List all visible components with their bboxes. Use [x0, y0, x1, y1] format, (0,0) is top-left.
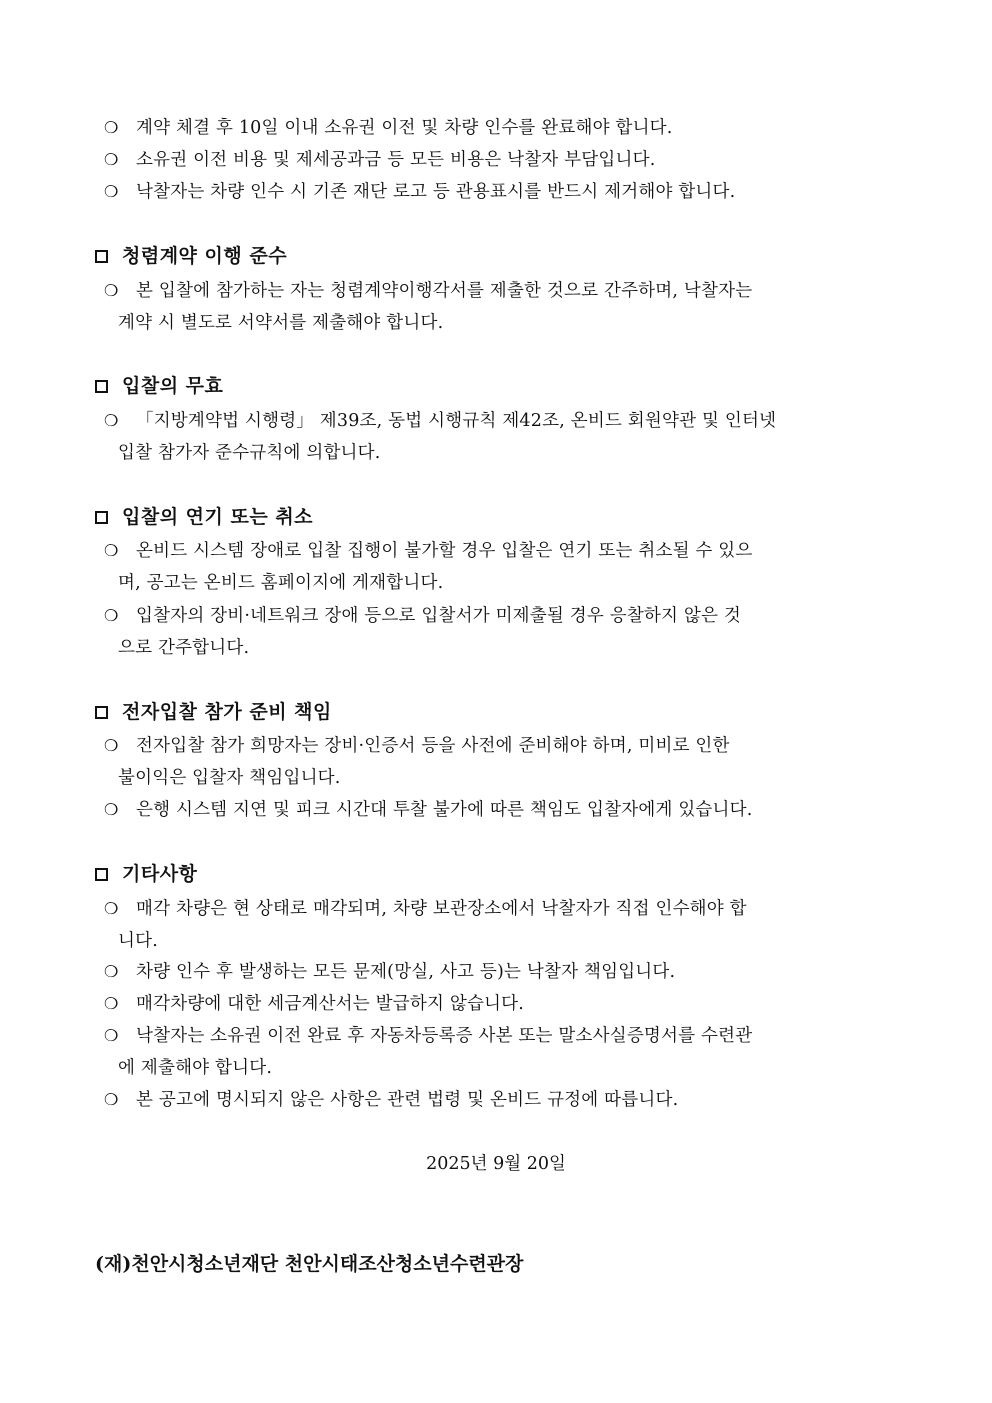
checkbox-square-icon — [95, 511, 108, 524]
item-line: 차량 인수 후 발생하는 모든 문제(망실, 사고 등)는 낙찰자 책임입니다. — [136, 962, 676, 982]
bullet-circle-icon: ❍ — [104, 541, 119, 560]
intro-item-text: 계약 체결 후 10일 이내 소유권 이전 및 차량 인수를 완료해야 합니다. — [136, 118, 673, 138]
item-line: 에 제출해야 합니다. — [118, 1058, 273, 1078]
checkbox-square-icon — [95, 380, 108, 393]
section-item — [104, 730, 898, 794]
bullet-circle-icon: ❍ — [104, 800, 119, 819]
item-line: 낙찰자는 소유권 이전 완료 후 자동차등록증 사본 또는 말소사실증명서를 수련관 — [136, 1026, 753, 1046]
item-line: 매각 차량은 현 상태로 매각되며, 차량 보관장소에서 낙찰자가 직접 인수해야 합 — [136, 899, 747, 919]
checkbox-square-icon — [95, 706, 108, 719]
intro-item-text: 낙찰자는 차량 인수 시 기존 재단 로고 등 관용표시를 반드시 제거해야 합니다. — [136, 182, 736, 202]
section-item — [104, 535, 898, 599]
item-line: 본 입찰에 참가하는 자는 청렴계약이행각서를 제출한 것으로 간주하며, 낙찰자는 — [136, 281, 753, 301]
bullet-circle-icon: ❍ — [104, 606, 119, 625]
intro-item-text: 소유권 이전 비용 및 제세공과금 등 모든 비용은 낙찰자 부담입니다. — [136, 150, 656, 170]
intro-item — [104, 176, 898, 208]
section-heading — [95, 858, 197, 890]
section-item — [104, 794, 898, 826]
item-line: 으로 간주합니다. — [118, 638, 250, 658]
checkbox-square-icon — [95, 868, 108, 881]
item-line: 입찰 참가자 준수규칙에 의합니다. — [118, 443, 381, 463]
bullet-circle-icon: ❍ — [104, 281, 119, 300]
section-title: 입찰의 연기 또는 취소 — [122, 506, 314, 528]
section-heading — [95, 696, 332, 728]
bullet-circle-icon: ❍ — [104, 411, 119, 430]
item-line: 「지방계약법 시행령」 제39조, 동법 시행규칙 제42조, 온비드 회원약관 및 인터넷 — [136, 411, 777, 431]
section-item — [104, 600, 898, 664]
section-heading — [95, 240, 287, 272]
bullet-circle-icon: ❍ — [104, 118, 119, 137]
section-title: 입찰의 무효 — [122, 375, 224, 397]
section-item — [104, 956, 898, 988]
section-item — [104, 1084, 898, 1116]
intro-item — [104, 144, 898, 176]
item-line: 계약 시 별도로 서약서를 제출해야 합니다. — [118, 313, 444, 333]
bullet-circle-icon: ❍ — [104, 736, 119, 755]
bullet-circle-icon: ❍ — [104, 182, 119, 201]
item-line: 매각차량에 대한 세금계산서는 발급하지 않습니다. — [136, 994, 525, 1014]
bullet-circle-icon: ❍ — [104, 1026, 119, 1045]
item-line: 은행 시스템 지연 및 피크 시간대 투찰 불가에 따른 책임도 입찰자에게 있습니다. — [136, 800, 753, 820]
bullet-circle-icon: ❍ — [104, 994, 119, 1013]
section-item — [104, 275, 898, 339]
item-line: 불이익은 입찰자 책임입니다. — [118, 768, 341, 788]
item-line: 니다. — [118, 931, 158, 951]
section-item — [104, 405, 898, 469]
item-line: 며, 공고는 온비드 홈페이지에 게재합니다. — [118, 573, 444, 593]
issuing-organization: (재)천안시청소년재단 천안시태조산청소년수련관장 — [95, 1253, 524, 1275]
section-item — [104, 988, 898, 1020]
bullet-circle-icon: ❍ — [104, 1090, 119, 1109]
document-date: 2025년 9월 20일 — [426, 1154, 566, 1174]
checkbox-square-icon — [95, 250, 108, 263]
section-item — [104, 1020, 898, 1084]
bullet-circle-icon: ❍ — [104, 150, 119, 169]
bullet-circle-icon: ❍ — [104, 962, 119, 981]
item-line: 온비드 시스템 장애로 입찰 집행이 불가할 경우 입찰은 연기 또는 취소될 수 있으 — [136, 541, 753, 561]
section-heading — [95, 501, 313, 533]
bullet-circle-icon: ❍ — [104, 899, 119, 918]
section-item — [104, 893, 898, 957]
intro-item — [104, 112, 898, 144]
section-title: 전자입찰 참가 준비 책임 — [122, 701, 332, 723]
item-line: 본 공고에 명시되지 않은 사항은 관련 법령 및 온비드 규정에 따릅니다. — [136, 1090, 679, 1110]
item-line: 전자입찰 참가 희망자는 장비·인증서 등을 사전에 준비해야 하며, 미비로 인한 — [136, 736, 730, 756]
item-line: 입찰자의 장비·네트워크 장애 등으로 입찰서가 미제출될 경우 응찰하지 않은 것 — [136, 606, 741, 626]
section-heading — [95, 370, 223, 402]
section-title: 청렴계약 이행 준수 — [122, 245, 288, 267]
section-title: 기타사항 — [122, 863, 198, 885]
